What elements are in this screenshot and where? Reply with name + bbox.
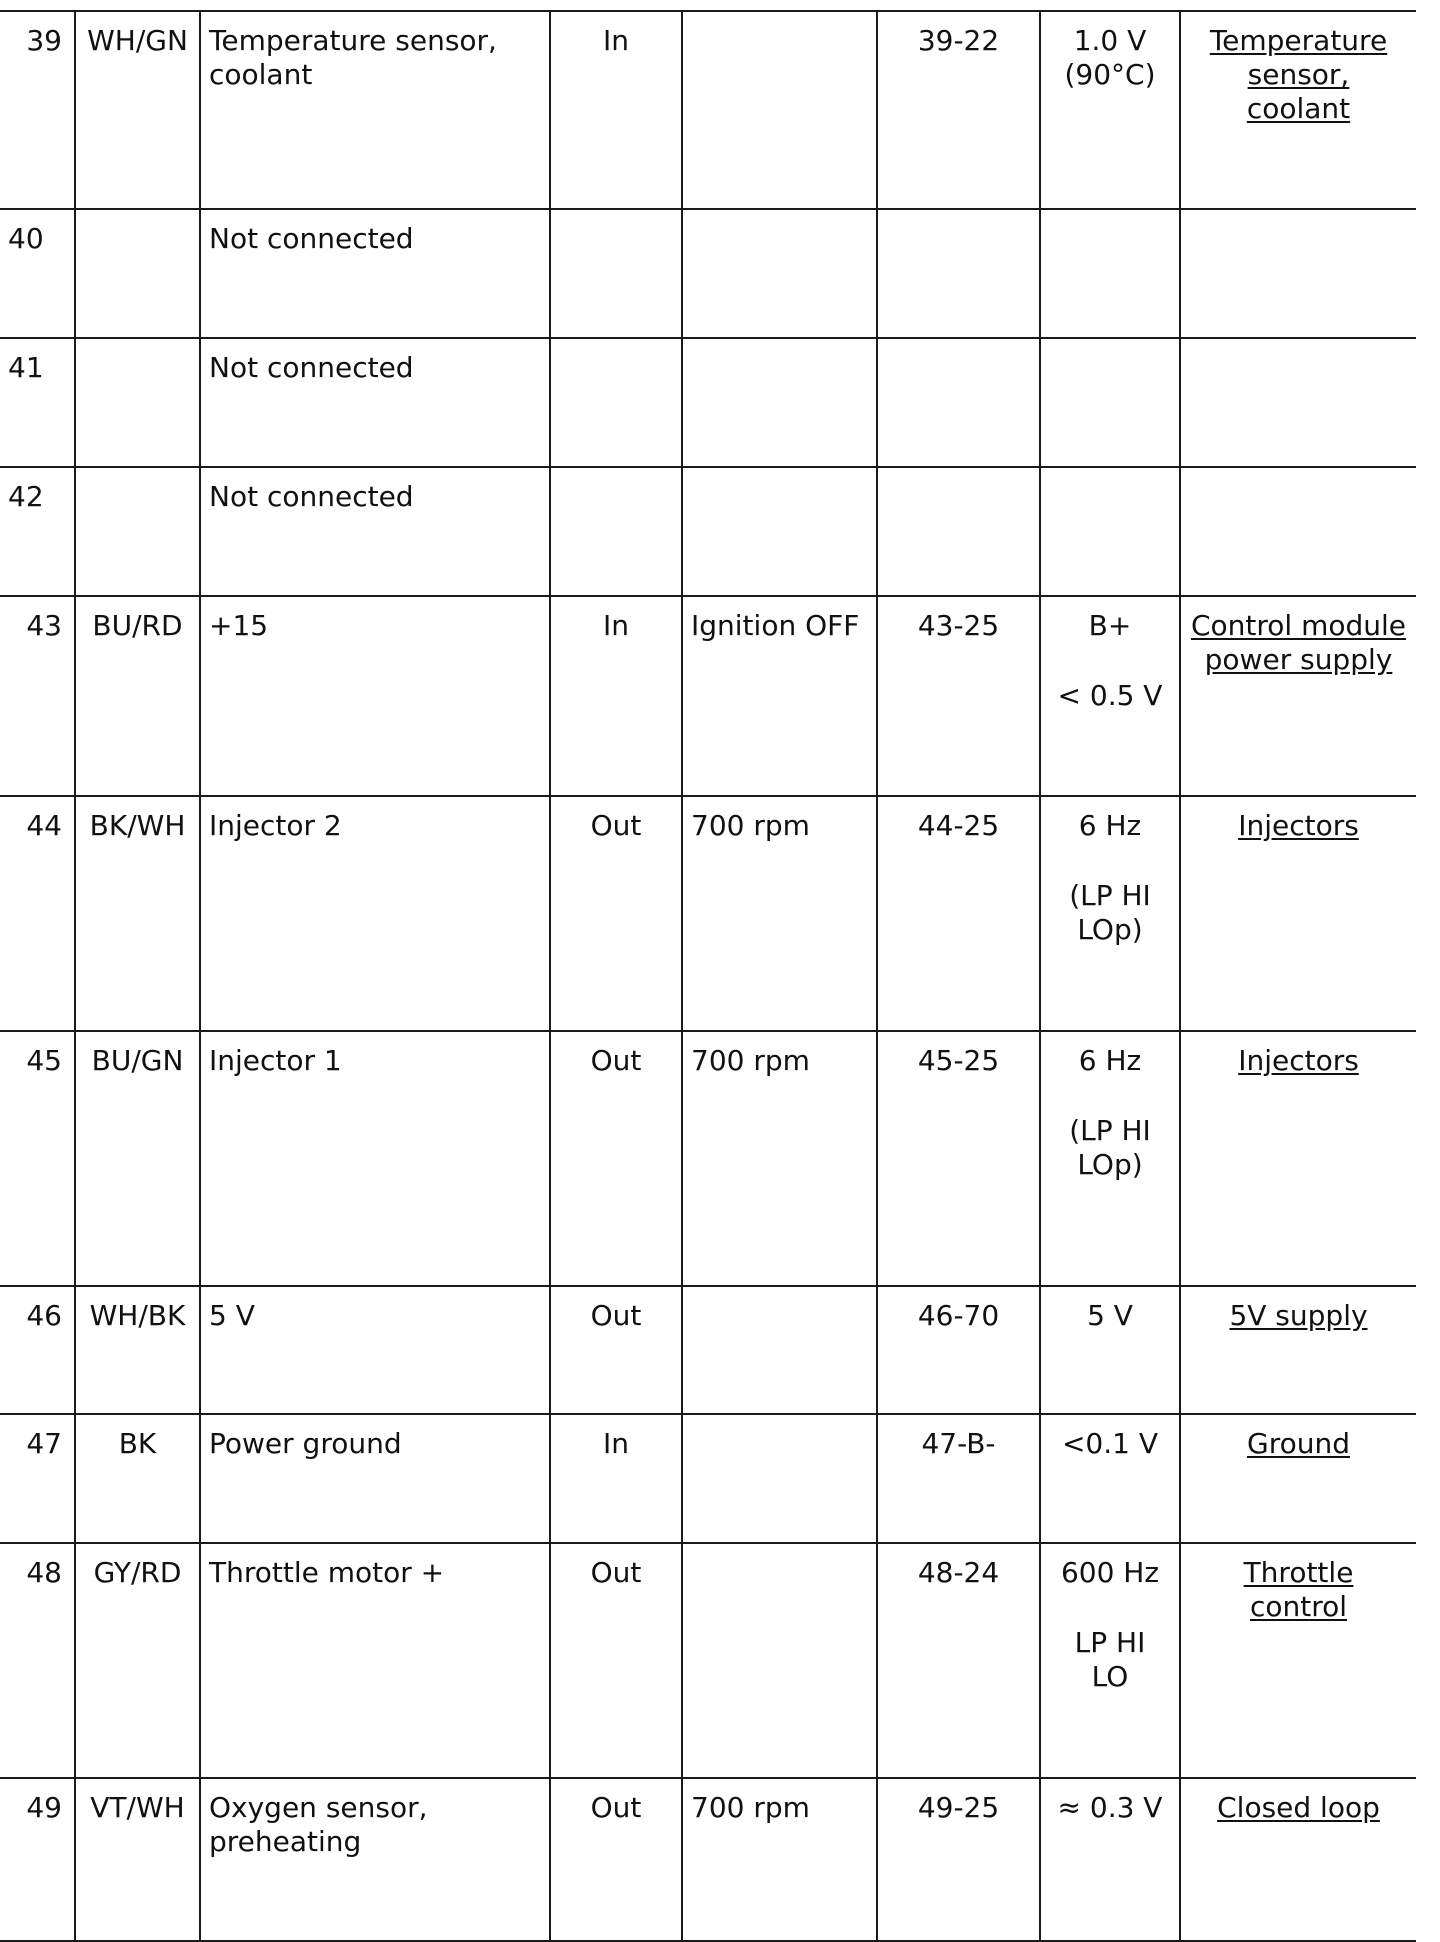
- measure-between: [877, 209, 1040, 338]
- wire-color: [75, 467, 200, 596]
- table-row: [0, 1031, 1416, 1286]
- pin-number: 49: [0, 1778, 75, 1941]
- pin-number: 39: [0, 11, 75, 209]
- wire-color: BU/GN: [75, 1031, 200, 1286]
- specification: 5 V: [1040, 1286, 1180, 1414]
- reference-cell: [1180, 1543, 1416, 1778]
- reference-cell: [1180, 796, 1416, 1031]
- reference-link[interactable]: Control module power supply: [1190, 609, 1407, 676]
- specification: <0.1 V: [1040, 1414, 1180, 1543]
- reference-link[interactable]: 5V supply: [1229, 1299, 1368, 1332]
- pin-description: Not connected: [200, 209, 550, 338]
- signal-direction: Out: [550, 796, 682, 1031]
- specification: ≈ 0.3 V: [1040, 1778, 1180, 1941]
- reference-cell: [1180, 596, 1416, 796]
- wire-color: WH/GN: [75, 11, 200, 209]
- specification: [1040, 1031, 1180, 1286]
- wire-color: GY/RD: [75, 1543, 200, 1778]
- spec-value: 600 Hz: [1060, 1556, 1160, 1589]
- reference-cell: [1180, 1031, 1416, 1286]
- signal-direction: [550, 338, 682, 467]
- measure-between: 39-22: [877, 11, 1040, 209]
- test-condition: [682, 11, 877, 209]
- signal-direction: [550, 467, 682, 596]
- signal-direction: In: [550, 11, 682, 209]
- specification: [1040, 796, 1180, 1031]
- spec-value: 1.0 V: [1073, 24, 1147, 57]
- reference-cell: [1180, 209, 1416, 338]
- spec-value: B+: [1088, 609, 1132, 642]
- reference-cell: [1180, 467, 1416, 596]
- table-row: [0, 1543, 1416, 1778]
- wire-color: WH/BK: [75, 1286, 200, 1414]
- table-row: [0, 11, 1416, 209]
- specification: [1040, 1543, 1180, 1778]
- spec-note: (90°C): [1064, 58, 1156, 91]
- test-condition: [682, 1286, 877, 1414]
- specification: [1040, 467, 1180, 596]
- reference-link[interactable]: Ground: [1247, 1427, 1350, 1460]
- wire-color: [75, 338, 200, 467]
- wire-color: BU/RD: [75, 596, 200, 796]
- pin-description: Injector 2: [200, 796, 550, 1031]
- spec-note: (LP HI: [1069, 879, 1151, 912]
- spec-value-alt: < 0.5 V: [1057, 679, 1163, 712]
- pin-number: 44: [0, 796, 75, 1031]
- table-row: [0, 596, 1416, 796]
- test-condition: Ignition OFF: [682, 596, 877, 796]
- pin-description: Injector 1: [200, 1031, 550, 1286]
- spec-note: (LP HI: [1069, 1114, 1151, 1147]
- measure-between: 43-25: [877, 596, 1040, 796]
- wire-color: [75, 209, 200, 338]
- measure-between: 45-25: [877, 1031, 1040, 1286]
- reference-cell: [1180, 11, 1416, 209]
- reference-link[interactable]: Injectors: [1238, 1044, 1359, 1077]
- pin-number: 47: [0, 1414, 75, 1543]
- measure-between: 49-25: [877, 1778, 1040, 1941]
- pin-number: 41: [0, 338, 75, 467]
- pin-description: 5 V: [200, 1286, 550, 1414]
- specification: [1040, 338, 1180, 467]
- signal-direction: Out: [550, 1031, 682, 1286]
- measure-between: [877, 467, 1040, 596]
- measure-between: 47-B-: [877, 1414, 1040, 1543]
- reference-link[interactable]: Throttle control: [1243, 1556, 1354, 1623]
- test-condition: 700 rpm: [682, 1031, 877, 1286]
- wire-color: BK: [75, 1414, 200, 1543]
- signal-direction: Out: [550, 1286, 682, 1414]
- table-row: [0, 1286, 1416, 1414]
- spec-note: LO: [1091, 1660, 1129, 1693]
- signal-direction: In: [550, 1414, 682, 1543]
- signal-direction: In: [550, 596, 682, 796]
- wire-color: VT/WH: [75, 1778, 200, 1941]
- table-row: [0, 796, 1416, 1031]
- spec-note: LP HI: [1074, 1626, 1146, 1659]
- pin-description: Throttle motor +: [200, 1543, 550, 1778]
- measure-between: 46-70: [877, 1286, 1040, 1414]
- test-condition: [682, 209, 877, 338]
- test-condition: [682, 1414, 877, 1543]
- table-row: [0, 1414, 1416, 1543]
- reference-link[interactable]: Injectors: [1238, 809, 1359, 842]
- pin-number: 48: [0, 1543, 75, 1778]
- test-condition: 700 rpm: [682, 1778, 877, 1941]
- reference-cell: [1180, 338, 1416, 467]
- test-condition: [682, 338, 877, 467]
- spec-value: 6 Hz: [1078, 1044, 1142, 1077]
- pin-description: Power ground: [200, 1414, 550, 1543]
- table-row: [0, 1778, 1416, 1941]
- reference-link[interactable]: Temperature sensor, coolant: [1209, 24, 1388, 125]
- test-condition: [682, 1543, 877, 1778]
- pin-description: Oxygen sensor, preheating: [200, 1778, 550, 1941]
- table-row: [0, 338, 1416, 467]
- signal-direction: Out: [550, 1543, 682, 1778]
- pin-number: 43: [0, 596, 75, 796]
- reference-cell: [1180, 1286, 1416, 1414]
- pin-number: 42: [0, 467, 75, 596]
- reference-cell: [1180, 1778, 1416, 1941]
- table-row: [0, 209, 1416, 338]
- test-condition: 700 rpm: [682, 796, 877, 1031]
- test-condition: [682, 467, 877, 596]
- pin-assignment-table: [0, 10, 1416, 1942]
- signal-direction: Out: [550, 1778, 682, 1941]
- pin-description: +15: [200, 596, 550, 796]
- spec-note: LOp): [1077, 913, 1143, 946]
- measure-between: [877, 338, 1040, 467]
- table-row: [0, 467, 1416, 596]
- signal-direction: [550, 209, 682, 338]
- pin-number: 40: [0, 209, 75, 338]
- wire-color: BK/WH: [75, 796, 200, 1031]
- spec-value: 6 Hz: [1078, 809, 1142, 842]
- pin-description: Not connected: [200, 338, 550, 467]
- pin-number: 45: [0, 1031, 75, 1286]
- reference-cell: [1180, 1414, 1416, 1543]
- spec-note: LOp): [1077, 1148, 1143, 1181]
- pin-number: 46: [0, 1286, 75, 1414]
- specification: [1040, 209, 1180, 338]
- reference-link[interactable]: Closed loop: [1217, 1791, 1380, 1824]
- measure-between: 48-24: [877, 1543, 1040, 1778]
- pin-description: Temperature sensor, coolant: [200, 11, 550, 209]
- specification: [1040, 11, 1180, 209]
- pin-description: Not connected: [200, 467, 550, 596]
- specification: [1040, 596, 1180, 796]
- measure-between: 44-25: [877, 796, 1040, 1031]
